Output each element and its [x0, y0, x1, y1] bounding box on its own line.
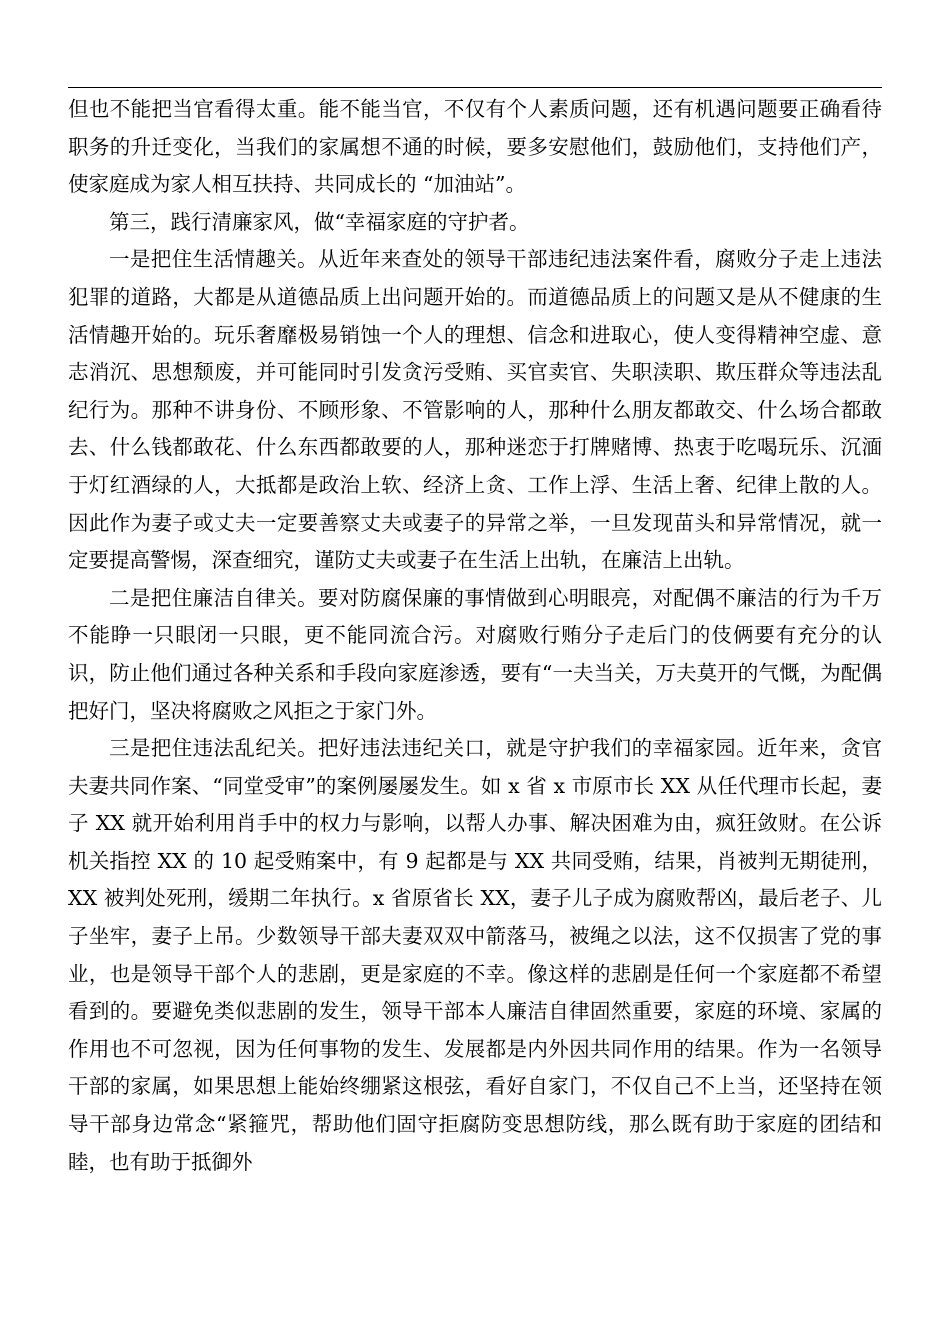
paragraph-2: 第三，践行清廉家风，做“幸福家庭的守护者。	[109, 209, 530, 234]
body-text	[68, 91, 882, 1181]
paragraph-5: 三是把住违法乱纪关。把好违法违纪关口，就是守护我们的幸福家园。近年来，贪官夫妻共同作案、“同堂受审”的案例屡屡发生。如 x 省 x 市原市长 XX 从任代理市长起，妻子 XX 就开始利用肖手中的权力与影响，以帮人办事、解决困难为由，疯狂敛财。在公诉机关指控 XX 的 10 起受贿案中，有 9 起都是与 XX 共同受贿，结果，肖被判无期徒刑，XX 被判处死刑，缓期二年执行。x 省原省长 XX，妻子儿子成为腐败帮凶，最后老子、儿子坐牢，妻子上吊。少数领导干部夫妻双双中箭落马，被绳之以法，这不仅损害了党的事业，也是领导干部个人的悲剧，更是家庭的不幸。像这样的悲剧是任何一个家庭都不希望看到的。要避免类似悲剧的发生，领导干部本人廉洁自律固然重要，家庭的环境、家属的作用也不可忽视，因为任何事物的发生、发展都是内外因共同作用的结果。作为一名领导干部的家属，如果思想上能始终绷紧这根弦，看好自家门，不仅自己不上当，还坚持在领导干部身边常念“紧箍咒，帮助他们固守拒腐防变思想防线，那么既有助于家庭的团结和睦，也有助于抵御外	[68, 736, 882, 1174]
paragraph-3: 一是把住生活情趣关。从近年来查处的领导干部违纪违法案件看，腐败分子走上违法犯罪的道路，大都是从道德品质上出问题开始的。而道德品质上的问题又是从不健康的生活情趣开始的。玩乐奢靡极易销蚀一个人的理想、信念和进取心，使人变得精神空虚、意志消沉、思想颓废，并可能同时引发贪污受贿、买官卖官、失职渎职、欺压群众等违法乱纪行为。那种不讲身份、不顾形象、不管影响的人，那种什么朋友都敢交、什么场合都敢去、什么钱都敢花、什么东西都敢要的人，那种迷恋于打牌赌博、热衷于吃喝玩乐、沉湎于灯红酒绿的人，大抵都是政治上软、经济上贪、工作上浮、生活上奢、纪律上散的人。因此作为妻子或丈夫一定要善察丈夫或妻子的异常之举，一旦发现苗头和异常情况，就一定要提高警惕，深查细究，谨防丈夫或妻子在生活上出轨，在廉洁上出轨。	[68, 247, 882, 573]
header-rule	[68, 87, 882, 88]
paragraph-4: 二是把住廉洁自律关。要对防腐保廉的事情做到心明眼亮，对配偶不廉洁的行为千万不能睁一只眼闭一只眼，更不能同流合污。对腐败行贿分子走后门的伎俩要有充分的认识，防止他们通过各种关系和手段向家庭渗透，要有“一夫当关，万夫莫开的气慨，为配偶把好门，坚决将腐败之风拒之于家门外。	[68, 585, 882, 723]
paragraph-1: 但也不能把当官看得太重。能不能当官，不仅有个人素质问题，还有机遇问题要正确看待职务的升迁变化，当我们的家属想不通的时候，要多安慰他们，鼓励他们，支持他们产，使家庭成为家人相互扶持、共同成长的 “加油站”。	[68, 97, 882, 197]
